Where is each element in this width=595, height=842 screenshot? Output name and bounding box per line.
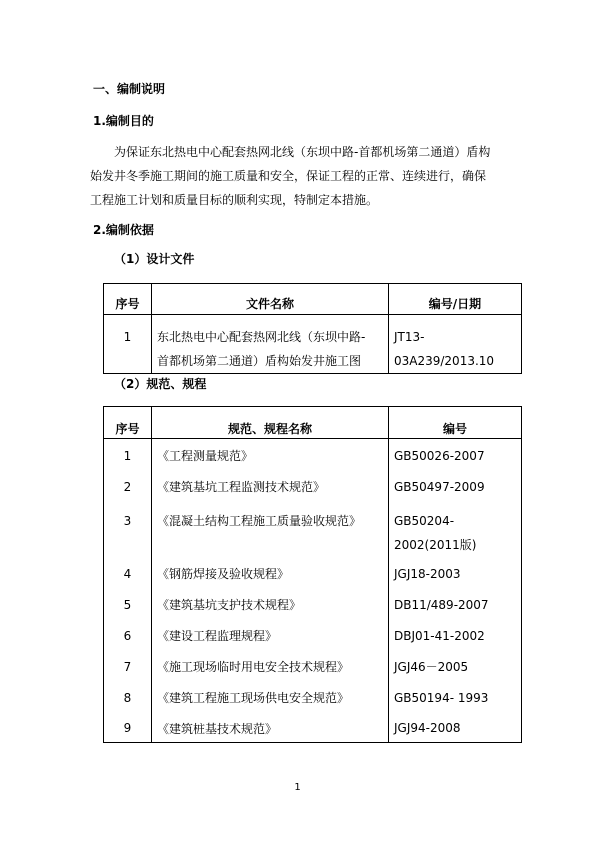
cell-name: 《建筑工程施工现场供电安全规范》 [152, 681, 389, 712]
table-row [104, 470, 522, 501]
cell-name [152, 315, 389, 374]
table-row [104, 439, 522, 470]
header-no: 序号 [104, 407, 152, 439]
header-no: 序号 [104, 284, 152, 315]
cell-no: 1 [104, 439, 152, 470]
cell-line: 东北热电中心配套热网北线（东坝中路- [157, 330, 366, 344]
header-name: 文件名称 [152, 284, 389, 315]
header-code: 编号 [389, 407, 522, 439]
standards-heading: （2）规范、规程 [114, 377, 207, 391]
cell-code: JGJ46－2005 [389, 650, 522, 681]
cell-code: JGJ18-2003 [389, 557, 522, 588]
design-docs-table [103, 283, 522, 374]
paragraph-line: 工程施工计划和质量目标的顺利实现，特制定本措施。 [90, 193, 379, 207]
cell-code: GB50497-2009 [389, 470, 522, 501]
cell-name: 《建筑基坑支护技术规程》 [152, 588, 389, 619]
header-code: 编号/日期 [389, 284, 522, 315]
cell-no: 6 [104, 619, 152, 650]
cell-code: JGJ94-2008 [389, 712, 522, 743]
cell-no: 5 [104, 588, 152, 619]
cell-code: DBJ01-41-2002 [389, 619, 522, 650]
table-row [104, 557, 522, 588]
cell-name: 《建筑基坑工程监测技术规范》 [152, 470, 389, 501]
cell-no: 3 [104, 501, 152, 557]
basis-heading: 2.编制依据 [93, 223, 154, 237]
design-docs-heading: （1）设计文件 [114, 252, 195, 266]
table-header-row [104, 407, 522, 439]
purpose-paragraph [90, 140, 530, 212]
cell-name: 《钢筋焊接及验收规程》 [152, 557, 389, 588]
table-row [104, 650, 522, 681]
cell-code [389, 501, 522, 557]
table-row [104, 501, 522, 557]
cell-line: JT13- [394, 330, 425, 344]
page-number: 1 [294, 782, 301, 793]
cell-name: 《混凝土结构工程施工质量验收规范》 [152, 501, 389, 557]
purpose-heading: 1.编制目的 [93, 114, 154, 128]
cell-no: 8 [104, 681, 152, 712]
cell-code: GB50194- 1993 [389, 681, 522, 712]
cell-no: 1 [104, 315, 152, 374]
table-row [104, 681, 522, 712]
section-heading: 一、编制说明 [93, 82, 166, 96]
cell-no: 7 [104, 650, 152, 681]
cell-line: 03A239/2013.10 [394, 354, 495, 368]
table-row [104, 619, 522, 650]
cell-code [389, 315, 522, 374]
standards-table [103, 406, 522, 743]
cell-name: 《建设工程监理规程》 [152, 619, 389, 650]
table-row [104, 588, 522, 619]
table-row [104, 712, 522, 743]
cell-line: GB50204- [394, 513, 455, 528]
table-row [104, 315, 522, 374]
paragraph-line: 为保证东北热电中心配套热网北线（东坝中路-首都机场第二通道）盾构 [114, 145, 491, 159]
cell-name: 《工程测量规范》 [152, 439, 389, 470]
cell-code: GB50026-2007 [389, 439, 522, 470]
paragraph-line: 始发井冬季施工期间的施工质量和安全，保证工程的正常、连续进行，确保 [90, 169, 487, 183]
cell-line: 2002(2011版) [394, 537, 477, 552]
cell-name: 《建筑桩基技术规范》 [152, 712, 389, 743]
header-name: 规范、规程名称 [152, 407, 389, 439]
cell-no: 4 [104, 557, 152, 588]
cell-code: DB11/489-2007 [389, 588, 522, 619]
cell-no: 9 [104, 712, 152, 743]
cell-name: 《施工现场临时用电安全技术规程》 [152, 650, 389, 681]
cell-no: 2 [104, 470, 152, 501]
table-header-row [104, 284, 522, 315]
cell-line: 首都机场第二通道）盾构始发井施工图 [157, 354, 362, 368]
